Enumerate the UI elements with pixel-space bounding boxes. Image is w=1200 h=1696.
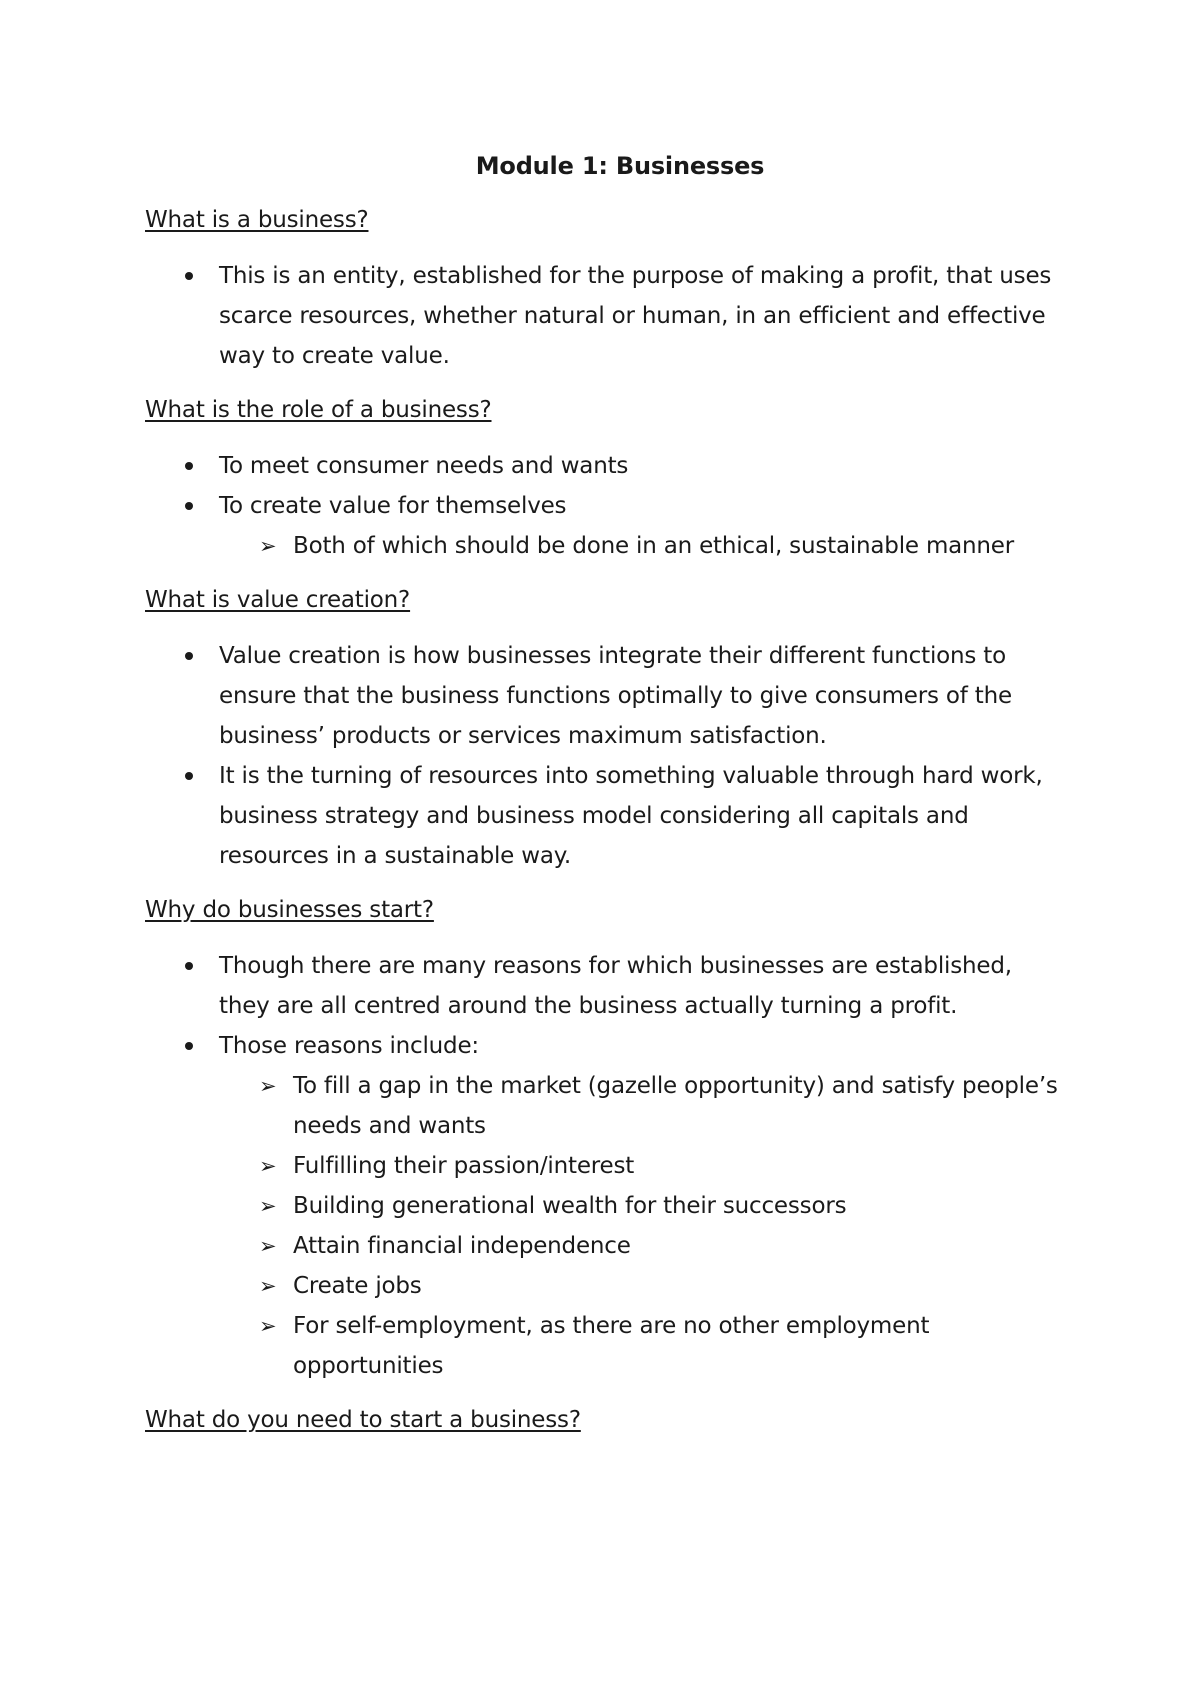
bullet-list: [145, 446, 1065, 566]
bullet-item: [145, 486, 1065, 566]
bullet-list: [145, 636, 1065, 876]
sub-point-text: ➢ Create jobs: [293, 1273, 422, 1299]
section-heading: What is a business?: [145, 207, 369, 233]
bullet-item: Though there are many reasons for which businesses are established, they are all centred around the business actually turning a profit.: [145, 946, 1065, 1026]
bullet-list: [145, 256, 1065, 376]
sub-point-text: ➢ To fill a gap in the market (gazelle opportunity) and satisfy people’s needs and wants: [293, 1073, 1058, 1139]
sub-point-item: [219, 1146, 1065, 1186]
bullet-text: Those reasons include:: [219, 1033, 479, 1059]
section-heading: What do you need to start a business?: [145, 1407, 581, 1433]
sub-point-text: ➢ Building generational wealth for their successors: [293, 1193, 847, 1219]
sub-point-text: ➢ Both of which should be done in an ethical, sustainable manner: [293, 533, 1015, 559]
sub-point-item: [219, 526, 1065, 566]
sub-point-text: ➢ For self-employment, as there are no other employment opportunities: [293, 1313, 930, 1379]
sub-point-item: [219, 1226, 1065, 1266]
sub-point-text: ➢ Attain financial independence: [293, 1233, 631, 1259]
sub-point-item: [219, 1266, 1065, 1306]
sub-point-item: [219, 1066, 1065, 1146]
sub-point-list: [219, 526, 1065, 566]
document-content: [145, 146, 1065, 1456]
section-heading: What is value creation?: [145, 587, 411, 613]
section-heading: What is the role of a business?: [145, 397, 492, 423]
sub-point-item: [219, 1186, 1065, 1226]
bullet-item: To meet consumer needs and wants: [145, 446, 1065, 486]
bullet-item: It is the turning of resources into something valuable through hard work, business strategy and business model considering all capitals and resources in a sustainable way.: [145, 756, 1065, 876]
sub-point-list: [219, 1066, 1065, 1386]
sub-point-item: [219, 1306, 1065, 1386]
bullet-list: [145, 946, 1065, 1386]
bullet-item: This is an entity, established for the purpose of making a profit, that uses scarce resources, whether natural or human, in an efficient and effective way to create value.: [145, 256, 1065, 376]
sub-point-text: ➢ Fulfilling their passion/interest: [293, 1153, 635, 1179]
bullet-text: To create value for themselves: [219, 493, 567, 519]
bullet-item: [145, 1026, 1065, 1386]
page-title: Module 1: Businesses: [475, 152, 765, 180]
section-heading: Why do businesses start?: [145, 897, 434, 923]
bullet-item: Value creation is how businesses integrate their different functions to ensure that the business functions optimally to give consumers of the business’ products or services maximum satisfaction.: [145, 636, 1065, 756]
